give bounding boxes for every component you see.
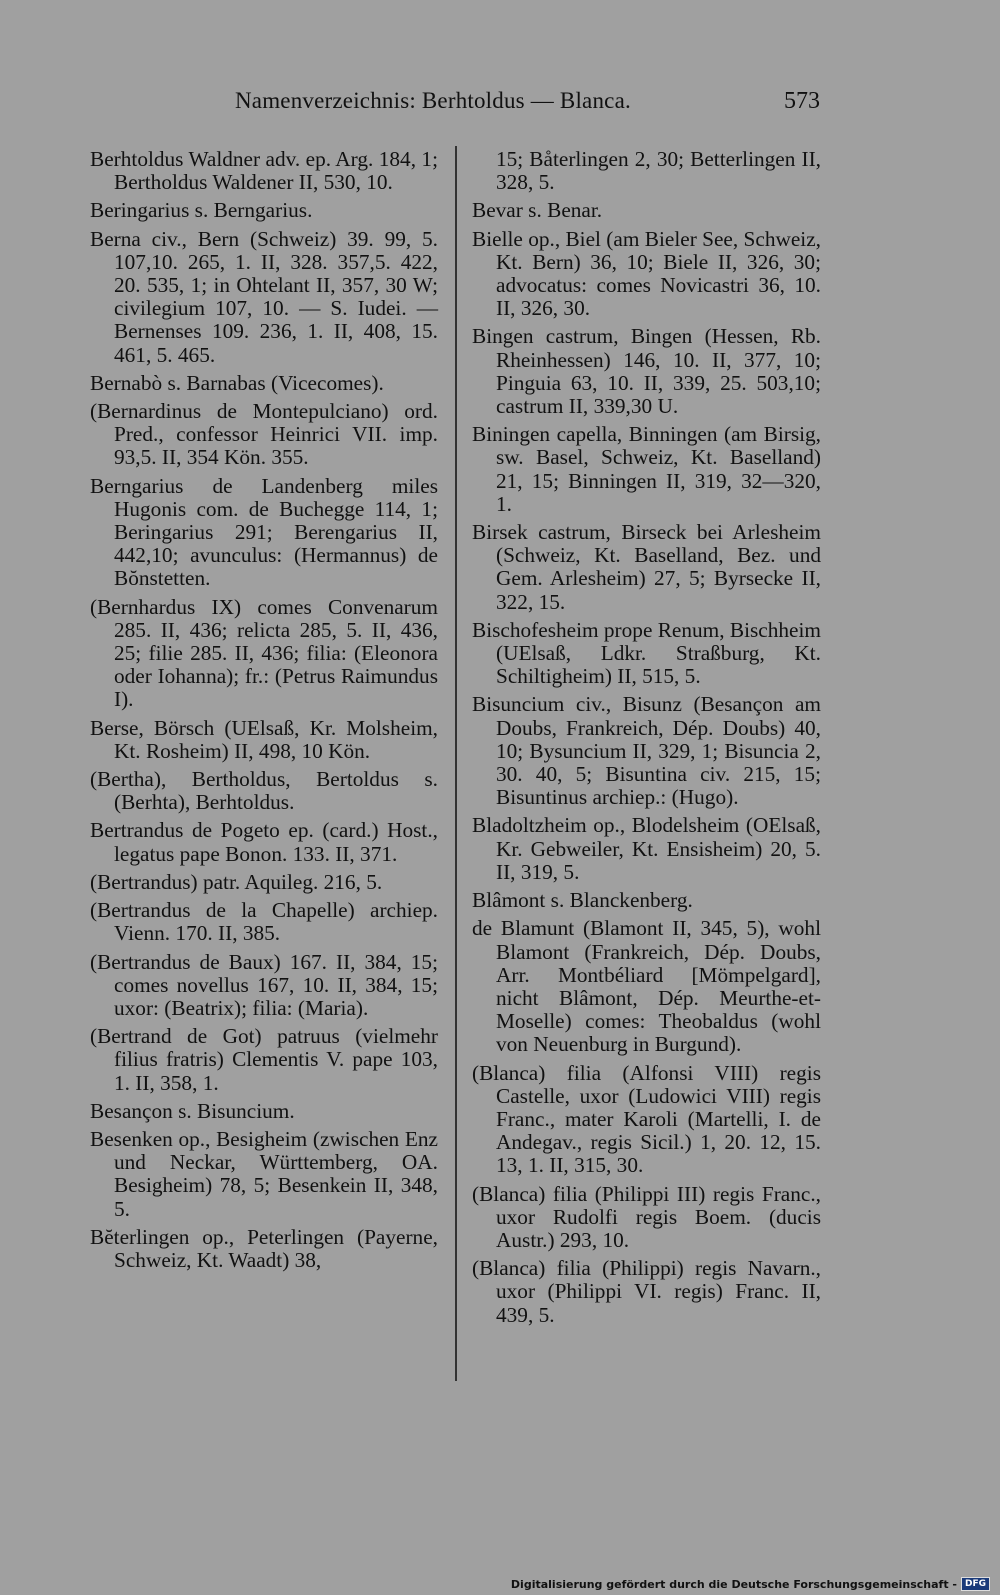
running-title: Namenverzeichnis: Berhtoldus — Blanca. <box>235 88 631 113</box>
index-entry: Bielle op., Biel (am Bieler See, Schweiz, Kt. Bern) 36, 10; Biele II, 326, 30; advocatus: comes Novicastri 36, 10. II, 326, 30. <box>472 226 821 321</box>
page-header <box>90 88 820 124</box>
index-entry: (Bertha), Bertholdus, Bertoldus s. (Berhta), Berhtoldus. <box>90 767 438 815</box>
index-entry: Berngarius de Landenberg miles Hugonis com. de Buchegge 114, 1; Beringarius 291; Berengarius II, 442,10; avunculus: (Hermannus) de Bŏnstetten. <box>90 473 438 591</box>
right-column <box>472 148 821 1332</box>
index-entry: Bernabò s. Barnabas (Vicecomes). <box>90 370 384 395</box>
index-entry: Bertrandus de Pogeto ep. (card.) Host., legatus pape Bonon. 133. II, 371. <box>90 818 438 866</box>
index-entry: Berna civ., Bern (Schweiz) 39. 99, 5. 107,10. 265, 1. II, 328. 357,5. 422, 20. 535, 1; in Ohtelant II, 357, 30 W; civilegium 107, 10. — S. Iudei. — Bernenses 109. 236, 1. II, 408, 15. 461, 5. 465. <box>90 226 438 367</box>
index-entry: Bingen castrum, Bingen (Hessen, Rb. Rheinhessen) 146, 10. II, 377, 10; Pinguia 63, 10. II, 339, 25. 503,10; castrum II, 339,30 U. <box>472 324 821 419</box>
index-entry: Bevar s. Benar. <box>472 198 603 223</box>
dfg-logo: DFG <box>961 1577 990 1591</box>
page-number: 573 <box>784 88 820 114</box>
index-entry: Bĕterlingen op., Peterlingen (Payerne, Schweiz, Kt. Waadt) 38, <box>90 1224 438 1272</box>
index-entry: (Bertrand de Got) patruus (vielmehr filius fratris) Clementis V. pape 103, 1. II, 358, 1. <box>90 1024 438 1095</box>
index-entry: Besenken op., Besigheim (zwischen Enz und Neckar, Württemberg, OA. Besigheim) 78, 5; Besenkein II, 348, 5. <box>90 1126 438 1221</box>
index-entry: Bischofesheim prope Renum, Bischheim (UElsaß, Ldkr. Straßburg, Kt. Schiltigheim) II, 515, 5. <box>472 617 821 689</box>
index-entry: (Bernhardus IX) comes Convenarum 285. II, 436; relicta 285, 5. II, 436, 25; filie 285. II, 436; filia: (Eleonora oder Iohanna); fr.: (Petrus Raimundus I). <box>90 594 438 712</box>
index-entry: (Bertrandus de Baux) 167. II, 384, 15; comes novellus 167, 10. II, 384, 15; uxor: (Beatrix); filia: (Maria). <box>90 949 438 1020</box>
column-divider <box>455 146 457 1381</box>
index-entry: (Blanca) filia (Philippi III) regis Franc., uxor Rudolfi regis Boem. (ducis Austr.) 293, 10. <box>472 1181 821 1252</box>
index-entry: (Blanca) filia (Philippi) regis Navarn., uxor (Philippi VI. regis) Franc. II, 439, 5. <box>472 1256 821 1327</box>
index-entry: (Bertrandus) patr. Aquileg. 216, 5. <box>90 869 383 894</box>
index-entry: (Bernardinus de Montepulciano) ord. Pred., confessor Heinrici VII. imp. 93,5. II, 354 Kön. 355. <box>90 399 438 470</box>
index-entry: Blâmont s. Blanckenberg. <box>472 888 693 913</box>
left-column <box>90 148 438 1277</box>
index-entry-continuation: 15; Båterlingen 2, 30; Betterlingen II, 328, 5. <box>496 147 821 195</box>
index-entry: Bladoltzheim op., Blodelsheim (OElsaß, Kr. Gebweiler, Kt. Ensisheim) 20, 5. II, 319, 5. <box>472 813 821 884</box>
index-entry: Beringarius s. Berngarius. <box>90 198 313 223</box>
index-entry: de Blamunt (Blamont II, 345, 5), wohl Blamont (Frankreich, Dép. Doubs, Arr. Montbéliard [Mömpelgard], nicht Blâmont, Dép. Meurthe-et-Moselle) comes: Theobaldus (wohl von Neuenburg in Burgund). <box>472 916 821 1057</box>
index-entry: Bisuncium civ., Bisunz (Besançon am Doubs, Frankreich, Dép. Doubs) 40, 10; Bysuncium II, 329, 1; Bisuncia 2, 30. 40, 5; Bisuntina civ. 215, 15; Bisuntinus archiep.: (Hugo). <box>472 692 821 810</box>
index-entry: Birsek castrum, Birseck bei Arlesheim (Schweiz, Kt. Baselland, Bez. und Gem. Arlesheim) 27, 5; Byrsecke II, 322, 15. <box>472 520 821 614</box>
index-entry: (Bertrandus de la Chapelle) archiep. Vienn. 170. II, 385. <box>90 898 438 946</box>
index-entry: Berhtoldus Waldner adv. ep. Arg. 184, 1; Bertholdus Waldener II, 530, 10. <box>90 147 438 195</box>
index-entry: (Blanca) filia (Alfonsi VIII) regis Castelle, uxor (Ludowici VIII) regis Franc., mater Karoli (Martelli, I. de Andegav., regis Sicil.) 1, 20. 12, 15. 13, 1. II, 315, 30. <box>472 1060 821 1178</box>
footer-text: Digitalisierung gefördert durch die Deutsche Forschungsgemeinschaft - <box>510 1577 957 1591</box>
index-entry: Besançon s. Bisuncium. <box>90 1098 295 1123</box>
index-entry: Biningen capella, Binningen (am Birsig, sw. Basel, Schweiz, Kt. Baselland) 21, 15; Binningen II, 319, 32—320, 1. <box>472 422 821 516</box>
digitization-footer <box>511 1577 990 1591</box>
index-entry: Berse, Börsch (UElsaß, Kr. Molsheim, Kt. Rosheim) II, 498, 10 Kön. <box>90 715 438 763</box>
